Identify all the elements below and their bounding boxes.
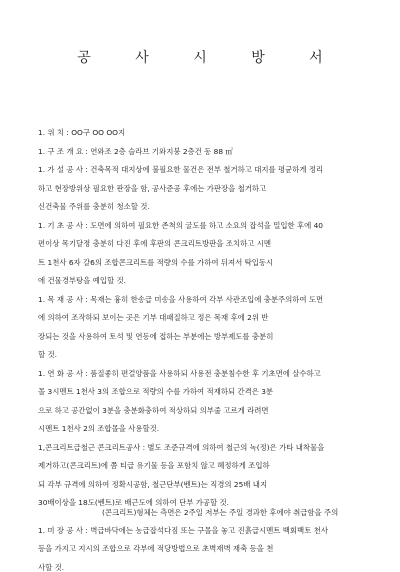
document-line: 신건축물 주위를 충분히 청소할 것. — [38, 202, 150, 211]
document-line: 몰 3시멘트 1천사 3의 조합으로 적량의 수를 가하여 적재하되 간격은 3분 — [38, 387, 274, 396]
document-line: 시멘트 1천사 2의 조합몰을 사용할것. — [38, 424, 160, 433]
document-line: 에 의하여 조작하되 보이는 곳은 기부 대패질하고 정은 목재 후에 2위 반 — [38, 313, 269, 322]
document-line: 1,콘크리트급철근 콘크리트공사 : 별도 조준규격에 의하여 철근의 녹(정)은 가타 내착물을 — [38, 442, 325, 452]
document-line: 1. 구 조 개 요 : 연와조 2층 슬라브 기와지붕 2층건 동 88 ㎡ — [38, 146, 233, 156]
document-line: 1. 목 재 공 사 : 목재는 흉히 한송급 미송을 사용하여 각부 사관조입에 충분주의하여 도면 — [38, 294, 324, 304]
document-line: 30배이상을 18도(벤트)로 배근도에 의하여 단부 가공할 것. — [38, 498, 229, 507]
document-line: 1. 위 치 : OO구 OO OO지 — [38, 128, 126, 137]
document-title: 공 사 시 방 서 — [77, 50, 343, 66]
document-line: 1. 기 초 공 사 : 도면에 의하여 필요한 존척의 굴도를 하고 소요의 잡석을 밀입한 후에 40 — [38, 220, 323, 230]
document-line: 에 건물경부탕을 예입할 것. — [38, 276, 126, 285]
document-line: 등을 가지고 지시의 조합으로 각부에 적당방법으로 초벽재벽 재축 등을 천 — [38, 544, 274, 553]
document-line: 되 각부 규격에 의하여 정확시공함, 철근단부(벤트)는 직경의 25배 내지 — [38, 479, 268, 489]
document-line: 으로 하고 공간없이 3분을 충분화충하여 적상하되 의부줄 고르게 라려면 — [38, 405, 269, 415]
document-line: 제거하고(콘크리트)에 쯤 티급 유기물 등을 포함치 않고 혜정하게 조입하 — [38, 461, 270, 470]
concrete-form-note: (콘크리트)형체는 측면은 2주일 저부는 주일 경과한 후에야 취급함을 주의 — [102, 507, 339, 517]
document-line: 하고 현장방위상 필요한 판장을 함, 공사준공 후에는 가판장을 철거하고 — [38, 183, 267, 193]
document-line: 1. 연 화 공 사 : 품질좋히 편걸양품을 사용하되 사용전 충분침수한 후 기초면에 살수하고 — [38, 368, 321, 378]
document-line: 트 1천사 6자 갈6의 조합콘크리트를 적량의 수를 가하여 뒤져서 탁입동시 — [38, 257, 274, 267]
document-line: 할 것. — [38, 350, 57, 359]
document-line: 1. 가 설 공 사 : 건축목적 대지상에 불필요한 물건은 전부 철거하고 대지를 평균하게 정리 — [38, 165, 324, 174]
document-line: 편이상 목기달졍 충분히 다진 후에 후판의 콘크리트방판을 조치하고 시멘 — [38, 239, 271, 248]
document-line: 장되는 것을 사용하여 토석 및 연동에 접하는 부분에는 방부제도를 충분히 — [38, 331, 274, 341]
document-line: 사할 것. — [38, 562, 65, 572]
document-line: 1. 미 장 공 사 : 벽급바닥에는 농급잡석다짐 또는 구몰을 놓고 진흙급시멘트 백회백토 천사 — [38, 525, 328, 535]
